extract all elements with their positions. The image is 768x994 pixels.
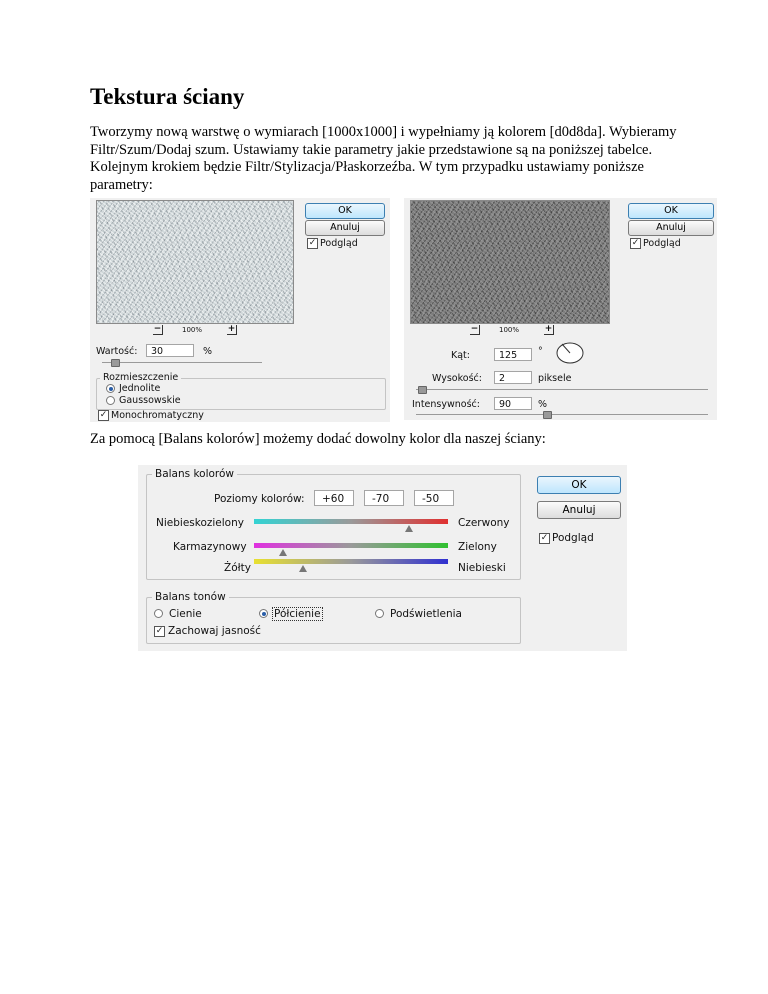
cyan-red-slider-thumb[interactable] <box>405 525 413 532</box>
height-input[interactable]: 2 <box>494 371 532 384</box>
zoom-in-button[interactable]: + <box>227 324 236 334</box>
cyan-red-gradient <box>254 519 448 524</box>
emboss-zoom-out-button[interactable]: − <box>470 324 479 334</box>
amount-unit: % <box>203 346 213 357</box>
blue-label: Niebieski <box>458 562 506 574</box>
emboss-zoom-level: 100% <box>499 326 520 334</box>
magenta-green-slider-thumb[interactable] <box>279 549 287 556</box>
noise-ok-button[interactable]: OK <box>305 203 385 219</box>
intensity-input[interactable]: 90 <box>494 397 532 410</box>
yellow-label: Żółty <box>224 562 251 574</box>
noise-cancel-button[interactable]: Anuluj <box>305 220 385 236</box>
angle-dial[interactable] <box>555 341 585 365</box>
distribution-legend: Rozmieszczenie <box>100 372 181 383</box>
balance-cancel-button[interactable]: Anuluj <box>537 501 621 519</box>
shadows-radio[interactable] <box>154 609 163 618</box>
zoom-level: 100% <box>182 326 203 334</box>
highlights-radio[interactable] <box>375 609 384 618</box>
level-yellow-blue-input[interactable]: -50 <box>414 490 454 506</box>
emboss-dialog <box>404 198 717 420</box>
noise-preview-checkbox[interactable]: ✓ <box>308 238 317 248</box>
magenta-green-gradient <box>254 543 448 548</box>
yellow-blue-slider-thumb[interactable] <box>299 565 307 572</box>
midtones-radio[interactable] <box>259 609 268 618</box>
shadows-label: Cienie <box>169 608 202 620</box>
zoom-out-button[interactable]: − <box>153 324 162 334</box>
height-unit: piksele <box>538 373 572 384</box>
intro-paragraph: Tworzymy nową warstwę o wymiarach [1000x1000] i wypełniamy ją kolorem [d0d8da]. Wybieramy Filtr/Szum/Dodaj szum. Ustawiamy takie parametry jakie przedstawione są na poniższej tabelce. Kolejnym krokiem będzie Filtr/Stylizacja/Płaskorzeźba. W tym przypadku ustawiamy poniższe parametry: <box>90 124 677 193</box>
emboss-zoom-in-button[interactable]: + <box>544 324 553 334</box>
emboss-ok-button[interactable]: OK <box>628 203 714 219</box>
highlights-label: Podświetlenia <box>390 608 462 620</box>
gaussian-radio[interactable] <box>106 396 115 405</box>
angle-input[interactable]: 125 <box>494 348 532 361</box>
emboss-preview-checkbox[interactable]: ✓ <box>631 238 640 248</box>
height-slider-track <box>416 389 708 390</box>
level-cyan-red-input[interactable]: +60 <box>314 490 354 506</box>
red-label: Czerwony <box>458 517 510 529</box>
uniform-radio[interactable] <box>106 384 115 393</box>
noise-preview-label: Podgląd <box>320 238 358 249</box>
angle-label: Kąt: <box>451 350 470 361</box>
preserve-luminosity-label: Zachowaj jasność <box>168 625 261 637</box>
amount-label: Wartość: <box>96 346 138 357</box>
intensity-label: Intensywność: <box>412 399 480 410</box>
emboss-preview-image <box>410 200 610 324</box>
monochrome-label: Monochromatyczny <box>111 410 204 421</box>
monochrome-checkbox[interactable]: ✓ <box>99 410 108 420</box>
color-balance-legend: Balans kolorów <box>152 468 237 480</box>
color-levels-label: Poziomy kolorów: <box>214 493 305 505</box>
add-noise-dialog <box>90 198 390 422</box>
amount-slider-track <box>102 362 262 363</box>
magenta-label: Karmazynowy <box>173 541 247 553</box>
intensity-unit: % <box>538 399 548 410</box>
height-slider-thumb[interactable] <box>418 386 427 394</box>
amount-slider-thumb[interactable] <box>111 359 120 367</box>
noise-preview-image <box>96 200 294 324</box>
angle-unit: ° <box>538 346 543 357</box>
cyan-label: Niebieskozielony <box>156 517 244 529</box>
amount-input[interactable]: 30 <box>146 344 194 357</box>
height-label: Wysokość: <box>432 373 482 384</box>
midtones-label: Półcienie <box>274 608 321 620</box>
emboss-preview-label: Podgląd <box>643 238 681 249</box>
intensity-slider-thumb[interactable] <box>543 411 552 419</box>
intensity-slider-track <box>416 414 708 415</box>
balance-ok-button[interactable]: OK <box>537 476 621 494</box>
balance-preview-label: Podgląd <box>552 532 594 544</box>
balance-preview-checkbox[interactable]: ✓ <box>540 533 549 543</box>
yellow-blue-gradient <box>254 559 448 564</box>
preserve-luminosity-checkbox[interactable]: ✓ <box>155 626 164 636</box>
uniform-label: Jednolite <box>119 383 161 394</box>
color-balance-dialog <box>138 465 627 651</box>
emboss-cancel-button[interactable]: Anuluj <box>628 220 714 236</box>
level-magenta-green-input[interactable]: -70 <box>364 490 404 506</box>
color-balance-paragraph: Za pomocą [Balans kolorów] możemy dodać dowolny kolor dla naszej ściany: <box>90 431 546 447</box>
page-title: Tekstura ściany <box>90 84 245 109</box>
gaussian-label: Gaussowskie <box>119 395 181 406</box>
green-label: Zielony <box>458 541 497 553</box>
tone-balance-legend: Balans tonów <box>152 591 229 603</box>
